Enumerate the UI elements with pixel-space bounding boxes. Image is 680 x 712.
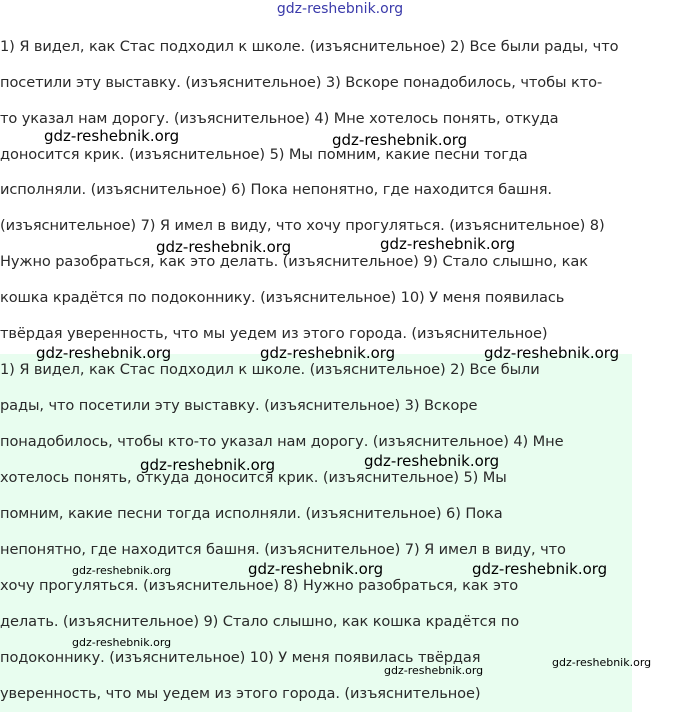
text-line: понадобилось, чтобы кто-то указал нам дорогу. (изъяснительное) 4) Мне [0,433,564,450]
watermark: gdz-reshebnik.org [332,131,468,149]
watermark: gdz-reshebnik.org [156,238,292,256]
text-line: подоконнику. (изъяснительное) 10) У меня появилась твёрдая [0,649,481,666]
text-line: хотелось понять, откуда доносится крик. (изъяснительное) 5) Мы [0,469,507,486]
text-line: хочу прогуляться. (изъяснительное) 8) Нужно разобраться, как это [0,577,519,594]
watermark: gdz-reshebnik.org [140,456,276,474]
text-line: твёрдая уверенность, что мы уедем из этого города. (изъяснительное) [0,325,548,342]
text-line: уверенность, что мы уедем из этого города. (изъяснительное) [0,685,481,702]
text-line: исполняли. (изъяснительное) 6) Пока непонятно, где находится башня. [0,181,552,198]
text-line: 1) Я видел, как Стас подходил к школе. (изъяснительное) 2) Все были [0,361,540,378]
text-line: 1) Я видел, как Стас подходил к школе. (изъяснительное) 2) Все были рады, что [0,38,619,55]
text-line: (изъяснительное) 7) Я имел в виду, что хочу прогуляться. (изъяснительное) 8) [0,217,605,234]
text-line: помним, какие песни тогда исполняли. (изъяснительное) 6) Пока [0,505,503,522]
text-line: непонятно, где находится башня. (изъяснительное) 7) Я имел в виду, что [0,541,566,558]
watermark: gdz-reshebnik.org [72,564,172,577]
watermark: gdz-reshebnik.org [380,235,516,253]
watermark: gdz-reshebnik.org [72,636,172,649]
watermark: gdz-reshebnik.org [44,127,180,145]
watermark: gdz-reshebnik.org [552,656,652,669]
text-line: посетили эту выставку. (изъяснительное) 3) Вскоре понадобилось, чтобы кто- [0,74,603,91]
watermark: gdz-reshebnik.org [484,344,620,362]
text-line: делать. (изъяснительное) 9) Стало слышно, как кошка крадётся по [0,613,520,630]
text-line: Нужно разобраться, как это делать. (изъяснительное) 9) Стало слышно, как [0,253,588,270]
text-line: то указал нам дорогу. (изъяснительное) 4) Мне хотелось понять, откуда [0,110,559,127]
watermark: gdz-reshebnik.org [384,664,484,677]
watermark: gdz-reshebnik.org [364,452,500,470]
site-watermark-header: gdz-reshebnik.org [276,1,404,17]
watermark: gdz-reshebnik.org [36,344,172,362]
text-line: кошка крадётся по подоконнику. (изъяснительное) 10) У меня появилась [0,289,565,306]
watermark: gdz-reshebnik.org [248,560,384,578]
watermark: gdz-reshebnik.org [472,560,608,578]
text-line: рады, что посетили эту выставку. (изъяснительное) 3) Вскоре [0,397,478,414]
text-line: доносится крик. (изъяснительное) 5) Мы помним, какие песни тогда [0,146,528,163]
watermark: gdz-reshebnik.org [260,344,396,362]
